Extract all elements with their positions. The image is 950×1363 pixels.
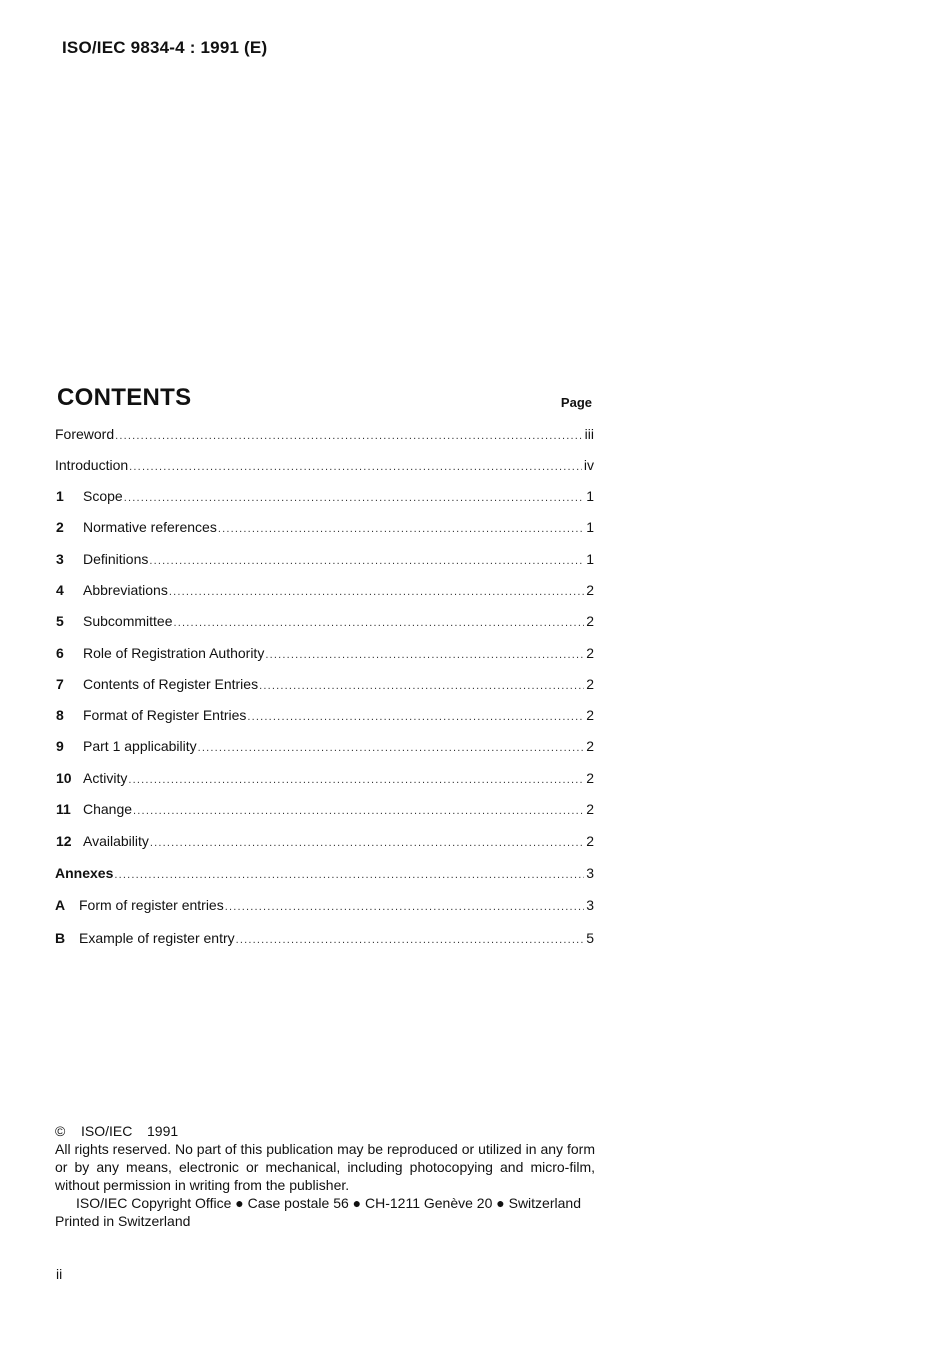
toc-entry-number: 11 (56, 801, 71, 817)
toc-entry-number: 1 (56, 488, 64, 504)
toc-entry-number: 10 (56, 770, 72, 786)
toc-entry-title: Contents of Register Entries (83, 676, 259, 692)
toc-leader-dots (169, 583, 584, 601)
toc-leader-dots (115, 427, 583, 445)
toc-entry-title: Example of register entry (79, 930, 235, 946)
toc-entry-page: 2 (586, 676, 594, 692)
toc-entry-number: 8 (56, 707, 64, 723)
toc-entry-annex-a[interactable] (55, 896, 594, 914)
toc-entry-abbreviations[interactable] (55, 581, 594, 599)
toc-entry-annex-b[interactable] (55, 929, 594, 947)
toc-entry-part-1-applicability[interactable] (55, 737, 594, 755)
toc-entry-page: 2 (586, 770, 594, 786)
toc-entry-number: 4 (56, 582, 64, 598)
toc-leader-dots (225, 898, 584, 916)
toc-entry-normative-references[interactable] (55, 518, 594, 536)
toc-leader-dots (236, 931, 585, 949)
toc-entry-page: 2 (586, 707, 594, 723)
toc-entry-contents-of-register-entries[interactable] (55, 675, 594, 693)
toc-entry-number: 3 (56, 551, 64, 567)
toc-entry-title: Normative references (83, 519, 217, 535)
copyright-line (55, 1122, 595, 1140)
toc-entry-title: Role of Registration Authority (83, 645, 265, 661)
toc-entry-page: 1 (586, 551, 594, 567)
page-number: ii (56, 1266, 63, 1282)
contents-heading (57, 384, 594, 416)
toc-entry-title: Scope (83, 488, 123, 504)
toc-entry-page: iv (583, 457, 594, 473)
toc-entry-number: 7 (56, 676, 64, 692)
toc-entry-number: 12 (56, 833, 72, 849)
copyright-year: 1991 (147, 1123, 179, 1139)
toc-entry-title: Annexes (55, 865, 114, 881)
toc-leader-dots (247, 708, 584, 726)
toc-leader-dots (198, 739, 585, 757)
toc-entry-page: 2 (586, 738, 594, 754)
copyright-symbol: © (55, 1123, 66, 1139)
toc-leader-dots (128, 771, 584, 789)
toc-leader-dots (133, 802, 584, 820)
toc-entry-scope[interactable] (55, 487, 594, 505)
toc-leader-dots (173, 614, 584, 632)
toc-entry-title: Definitions (83, 551, 149, 567)
toc-entry-page: iii (584, 426, 594, 442)
toc-entry-definitions[interactable] (55, 550, 594, 568)
toc-entry-page: 2 (586, 645, 594, 661)
page-column-label: Page (560, 395, 592, 410)
toc-entry-title: Subcommittee (83, 613, 173, 629)
toc-entry-page: 2 (586, 833, 594, 849)
toc-entry-format-of-register-entries[interactable] (55, 706, 594, 724)
toc-entry-role-of-registration-authority[interactable] (55, 644, 594, 662)
toc-leader-dots (218, 520, 584, 538)
toc-leader-dots (259, 677, 584, 695)
toc-leader-dots (114, 866, 584, 884)
toc-entry-annexes[interactable] (55, 864, 594, 882)
toc-entry-page: 3 (586, 865, 594, 881)
toc-entry-title: Change (83, 801, 133, 817)
toc-entry-foreword[interactable] (55, 425, 594, 443)
toc-entry-page: 2 (586, 801, 594, 817)
toc-entry-number: A (55, 897, 66, 913)
toc-entry-title: Part 1 applicability (83, 738, 197, 754)
toc-entry-page: 1 (586, 488, 594, 504)
toc-entry-number: B (55, 930, 66, 946)
toc-entry-title: Abbreviations (83, 582, 168, 598)
toc-entry-title: Activity (83, 770, 128, 786)
toc-entry-introduction[interactable] (55, 456, 594, 474)
toc-entry-page: 5 (586, 930, 594, 946)
toc-leader-dots (124, 489, 585, 507)
copyright-office-address: ISO/IEC Copyright Office ● Case postale 56 ● CH-1211 Genève 20 ● Switzerland (76, 1195, 581, 1211)
toc-entry-title: Introduction (55, 457, 129, 473)
toc-entry-page: 2 (586, 582, 594, 598)
toc-entry-title: Format of Register Entries (83, 707, 247, 723)
copyright-notice (55, 1122, 595, 1230)
toc-entry-title: Availability (83, 833, 149, 849)
document-id-header: ISO/IEC 9834-4 : 1991 (E) (62, 38, 268, 57)
toc-entry-number: 2 (56, 519, 64, 535)
rights-statement: All rights reserved. No part of this publication may be reproduced or utilized in any form or by any means, electronic or mechanical, including photocopying and micro-film, without permission in writing from the publisher. (55, 1141, 595, 1193)
toc-entry-availability[interactable] (55, 832, 594, 850)
toc-entry-number: 9 (56, 738, 64, 754)
toc-leader-dots (129, 458, 582, 476)
toc-entry-subcommittee[interactable] (55, 612, 594, 630)
toc-entry-number: 6 (56, 645, 64, 661)
toc-entry-page: 1 (586, 519, 594, 535)
toc-leader-dots (265, 646, 584, 664)
toc-leader-dots (150, 834, 584, 852)
copyright-holder: ISO/IEC (81, 1123, 133, 1139)
contents-title: CONTENTS (57, 384, 192, 411)
toc-leader-dots (149, 552, 584, 570)
toc-entry-number: 5 (56, 613, 64, 629)
toc-entry-activity[interactable] (55, 769, 594, 787)
toc-entry-change[interactable] (55, 800, 594, 818)
toc-entry-page: 2 (586, 613, 594, 629)
toc-entry-title: Form of register entries (79, 897, 224, 913)
toc-entry-page: 3 (586, 897, 594, 913)
printed-in: Printed in Switzerland (55, 1213, 191, 1229)
toc-entry-title: Foreword (55, 426, 115, 442)
